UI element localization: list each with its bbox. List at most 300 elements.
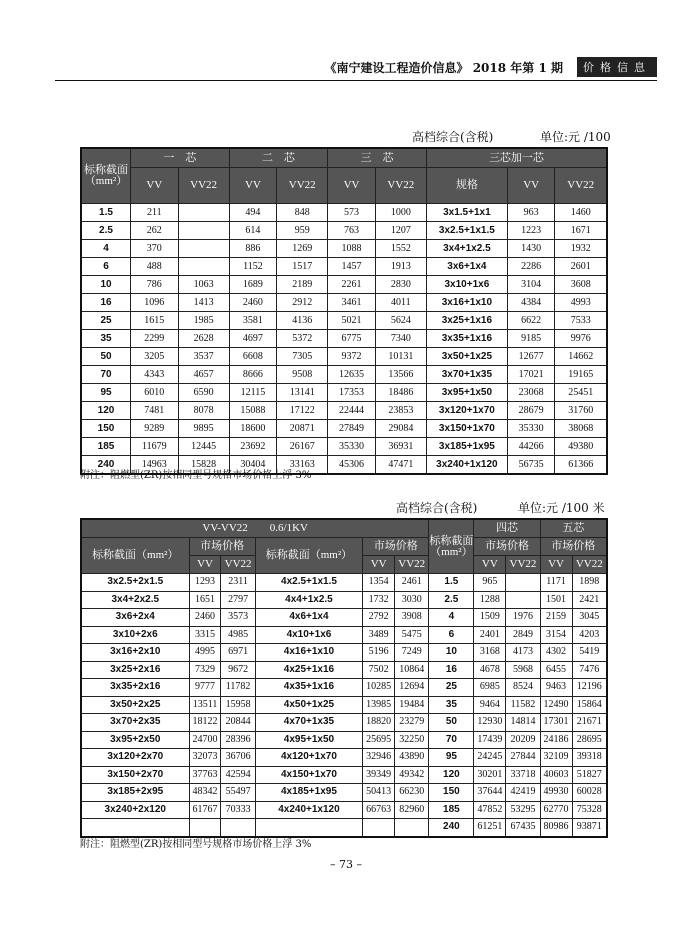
t2-cell: 4x10+1x6 [255, 626, 362, 644]
t2-cell: 32073 [189, 749, 221, 767]
t1-cell: 573 [328, 204, 376, 222]
t1-col-vv: VV [507, 168, 555, 204]
t2-row [81, 749, 607, 767]
t1-row [81, 366, 607, 384]
t2-cell: 50 [429, 714, 474, 732]
t1-cell: 370 [131, 240, 179, 258]
t2-spec-header-a: 标称截面（mm²） [81, 538, 189, 574]
t2-cell: 1501 [540, 591, 572, 609]
table2-note: 附注：阻燃型(ZR)按相同型号规格市场价格上浮 3% [80, 839, 312, 850]
t1-row [81, 330, 607, 348]
t2-cell: 3x185+2x95 [81, 784, 189, 802]
t1-group-2: 二 芯 [229, 148, 328, 168]
t1-cell: 30404 [229, 456, 277, 475]
t2-cell: 42594 [221, 766, 255, 784]
t2-cell: 2421 [572, 591, 607, 609]
t1-cell: 185 [81, 438, 131, 456]
t1-cell: 25451 [555, 384, 607, 402]
t2-cell: 2401 [474, 626, 506, 644]
t1-cell: 12677 [507, 348, 555, 366]
t2-row [81, 819, 607, 837]
t2-cell: 17301 [540, 714, 572, 732]
t2-cell: 120 [429, 766, 474, 784]
t1-cell: 50 [81, 348, 131, 366]
t2-cell: 39349 [363, 766, 395, 784]
t2-spec-header-right: 标称截面（mm²） [429, 519, 474, 574]
t2-cell: 4995 [189, 644, 221, 662]
t1-cell [178, 258, 229, 276]
t1-cell: 3x95+1x50 [426, 384, 507, 402]
t1-cell: 35330 [328, 438, 376, 456]
t2-cell: 66230 [395, 784, 429, 802]
t1-cell: 3x1.5+1x1 [426, 204, 507, 222]
t2-cell: 18820 [363, 714, 395, 732]
t2-row [81, 801, 607, 819]
t1-cell: 33163 [277, 456, 328, 475]
t1-group-1: 一 芯 [131, 148, 230, 168]
t1-row [81, 294, 607, 312]
t1-cell: 25 [81, 312, 131, 330]
t1-cell: 886 [229, 240, 277, 258]
t1-cell: 6608 [229, 348, 277, 366]
table1-note: 附注：阻燃型(ZR)按相同型号规格市场价格上浮 3% [80, 470, 312, 481]
t1-cell: 12445 [178, 438, 229, 456]
t2-cell: 6455 [540, 661, 572, 679]
t2-cell: 42419 [506, 784, 540, 802]
t2-cell: 51827 [572, 766, 607, 784]
t1-cell: 56735 [507, 456, 555, 475]
t1-cell: 47471 [375, 456, 426, 475]
t2-cell: 3x120+2x70 [81, 749, 189, 767]
t1-cell: 6622 [507, 312, 555, 330]
t1-group-4: 三芯加一芯 [426, 148, 607, 168]
t2-cell: 27844 [506, 749, 540, 767]
t2-cell: 14814 [506, 714, 540, 732]
t1-cell: 2286 [507, 258, 555, 276]
t2-cell: 9672 [221, 661, 255, 679]
t1-cell: 1689 [229, 276, 277, 294]
t1-cell: 9976 [555, 330, 607, 348]
t2-cell: 61767 [189, 801, 221, 819]
t2-price-d: 市场价格 [540, 538, 607, 556]
t2-cell: 32946 [363, 749, 395, 767]
t1-row [81, 204, 607, 222]
t2-cell: 66763 [363, 801, 395, 819]
t1-cell: 1430 [507, 240, 555, 258]
price-table-2 [80, 518, 608, 838]
t1-col-vv: VV [229, 168, 277, 204]
t1-cell: 17353 [328, 384, 376, 402]
table1-caption: 高档综合(含税) [412, 130, 494, 144]
t2-cell: 4985 [221, 626, 255, 644]
t1-cell: 959 [277, 222, 328, 240]
t2-cell: 5419 [572, 644, 607, 662]
t1-cell: 12635 [328, 366, 376, 384]
t1-row [81, 240, 607, 258]
t2-cell: 7502 [363, 661, 395, 679]
t2-cell: 3x50+2x25 [81, 696, 189, 714]
t2-row [81, 626, 607, 644]
t1-cell: 1913 [375, 258, 426, 276]
t1-cell: 12115 [229, 384, 277, 402]
t2-col-vv: VV [540, 556, 572, 574]
t2-cell: 150 [429, 784, 474, 802]
t2-col-vv22: VV22 [395, 556, 429, 574]
t2-cell: 12694 [395, 679, 429, 697]
t1-cell: 16 [81, 294, 131, 312]
t1-cell: 6 [81, 258, 131, 276]
t1-cell: 23068 [507, 384, 555, 402]
t1-cell: 494 [229, 204, 277, 222]
t1-row [81, 402, 607, 420]
t2-row [81, 714, 607, 732]
t1-cell: 15088 [229, 402, 277, 420]
t2-cell [395, 819, 429, 837]
t1-cell: 3x2.5+1x1.5 [426, 222, 507, 240]
t2-cell: 12930 [474, 714, 506, 732]
t2-cell: 1288 [474, 591, 506, 609]
t2-cell: 48342 [189, 784, 221, 802]
t1-row [81, 384, 607, 402]
t2-cell: 6971 [221, 644, 255, 662]
t1-col-vv22: VV22 [277, 168, 328, 204]
t2-cell: 2460 [189, 609, 221, 627]
t1-cell: 1985 [178, 312, 229, 330]
t1-cell: 9508 [277, 366, 328, 384]
t1-cell: 4011 [375, 294, 426, 312]
t1-cell: 5372 [277, 330, 328, 348]
t1-cell: 1096 [131, 294, 179, 312]
t2-cell: 11582 [506, 696, 540, 714]
t2-cell: 43890 [395, 749, 429, 767]
t1-cell: 4136 [277, 312, 328, 330]
t2-four-core: 四芯 [474, 519, 540, 538]
t1-cell: 120 [81, 402, 131, 420]
t2-cell: 3x70+2x35 [81, 714, 189, 732]
t2-cell: 55497 [221, 784, 255, 802]
price-table-1 [80, 147, 608, 475]
t2-cell: 8524 [506, 679, 540, 697]
t2-cell: 4x25+1x16 [255, 661, 362, 679]
t1-col-vv22: VV22 [555, 168, 607, 204]
t2-row [81, 766, 607, 784]
t2-cell: 18122 [189, 714, 221, 732]
t2-cell [255, 819, 362, 837]
t1-cell: 1517 [277, 258, 328, 276]
t2-row [81, 696, 607, 714]
t1-cell: 6775 [328, 330, 376, 348]
t2-cell: 4x70+1x35 [255, 714, 362, 732]
t1-cell: 49380 [555, 438, 607, 456]
t1-cell: 28679 [507, 402, 555, 420]
t2-cell: 4x2.5+1x1.5 [255, 574, 362, 592]
t2-cell: 1732 [363, 591, 395, 609]
t1-cell: 3x70+1x35 [426, 366, 507, 384]
t2-cell: 7329 [189, 661, 221, 679]
t2-cell: 49930 [540, 784, 572, 802]
t1-cell: 3x120+1x70 [426, 402, 507, 420]
t1-cell: 20871 [277, 420, 328, 438]
t2-cell: 3489 [363, 626, 395, 644]
t2-cell: 3x6+2x4 [81, 609, 189, 627]
t2-cell: 50413 [363, 784, 395, 802]
t2-cell: 53295 [506, 801, 540, 819]
t2-cell: 23279 [395, 714, 429, 732]
t1-cell: 27849 [328, 420, 376, 438]
t2-cell: 5196 [363, 644, 395, 662]
t2-cell: 1651 [189, 591, 221, 609]
t2-cell: 19484 [395, 696, 429, 714]
t2-row [81, 574, 607, 592]
t2-cell: 37763 [189, 766, 221, 784]
t2-cell: 9463 [540, 679, 572, 697]
t1-cell: 848 [277, 204, 328, 222]
t1-cell: 3x10+1x6 [426, 276, 507, 294]
t1-cell: 6010 [131, 384, 179, 402]
t1-cell: 1063 [178, 276, 229, 294]
t2-cell: 2.5 [429, 591, 474, 609]
t2-cell: 1509 [474, 609, 506, 627]
t1-cell: 2601 [555, 258, 607, 276]
t2-cell: 75328 [572, 801, 607, 819]
t2-col-vv: VV [189, 556, 221, 574]
t2-cell: 3x150+2x70 [81, 766, 189, 784]
t1-cell: 3537 [178, 348, 229, 366]
page-header [55, 56, 657, 78]
t2-cell: 4302 [540, 644, 572, 662]
t1-cell: 4993 [555, 294, 607, 312]
t2-cell: 95 [429, 749, 474, 767]
t1-cell: 19165 [555, 366, 607, 384]
t1-row [81, 312, 607, 330]
t2-spec-header-b: 标称截面（mm²） [255, 538, 362, 574]
t1-cell: 1223 [507, 222, 555, 240]
t2-main-title: VV-VV22 0.6/1KV [81, 519, 429, 538]
t2-col-vv: VV [363, 556, 395, 574]
t2-cell: 4 [429, 609, 474, 627]
t1-cell: 22444 [328, 402, 376, 420]
t1-cell: 1000 [375, 204, 426, 222]
t1-cell: 18600 [229, 420, 277, 438]
t1-cell: 1.5 [81, 204, 131, 222]
t2-price-a: 市场价格 [189, 538, 255, 556]
t2-cell: 4x95+1x50 [255, 731, 362, 749]
t2-cell: 28695 [572, 731, 607, 749]
t1-cell: 1152 [229, 258, 277, 276]
t1-cell: 4697 [229, 330, 277, 348]
t1-cell: 240 [81, 456, 131, 475]
t2-cell: 6 [429, 626, 474, 644]
t1-cell: 26167 [277, 438, 328, 456]
t2-cell: 4x240+1x120 [255, 801, 362, 819]
t1-cell: 5021 [328, 312, 376, 330]
t1-cell: 211 [131, 204, 179, 222]
t2-cell: 3045 [572, 609, 607, 627]
t2-cell: 4x50+1x25 [255, 696, 362, 714]
t1-cell: 44266 [507, 438, 555, 456]
t1-cell: 3104 [507, 276, 555, 294]
t2-cell: 32109 [540, 749, 572, 767]
t2-cell: 2311 [221, 574, 255, 592]
t1-cell: 3x185+1x95 [426, 438, 507, 456]
t2-row [81, 609, 607, 627]
t2-five-core: 五芯 [540, 519, 607, 538]
t1-cell: 1088 [328, 240, 376, 258]
t2-cell [363, 819, 395, 837]
t1-cell: 6590 [178, 384, 229, 402]
t2-cell [506, 591, 540, 609]
t2-cell: 3315 [189, 626, 221, 644]
t2-cell: 60028 [572, 784, 607, 802]
t1-cell: 3x240+1x120 [426, 456, 507, 475]
t1-cell: 3581 [229, 312, 277, 330]
t2-cell: 2159 [540, 609, 572, 627]
t2-cell: 2792 [363, 609, 395, 627]
table1-unit: 单位:元 /100 [540, 130, 611, 144]
t2-cell: 1.5 [429, 574, 474, 592]
t1-cell: 31760 [555, 402, 607, 420]
t2-cell: 36706 [221, 749, 255, 767]
t2-cell: 9464 [474, 696, 506, 714]
t2-cell: 11782 [221, 679, 255, 697]
t1-cell: 1460 [555, 204, 607, 222]
t2-cell: 82960 [395, 801, 429, 819]
t2-cell: 3x4+2x2.5 [81, 591, 189, 609]
t1-cell: 786 [131, 276, 179, 294]
t1-cell: 29084 [375, 420, 426, 438]
t1-cell: 45306 [328, 456, 376, 475]
t2-cell: 13511 [189, 696, 221, 714]
t1-cell: 2912 [277, 294, 328, 312]
t2-cell: 5475 [395, 626, 429, 644]
t2-col-vv: VV [474, 556, 506, 574]
t1-cell: 95 [81, 384, 131, 402]
t1-cell: 36931 [375, 438, 426, 456]
t1-cell: 150 [81, 420, 131, 438]
t2-col-vv22: VV22 [221, 556, 255, 574]
t1-spec-header: 标称截面（mm²） [81, 148, 131, 204]
t2-cell: 24245 [474, 749, 506, 767]
t1-cell [178, 204, 229, 222]
t2-cell: 185 [429, 801, 474, 819]
t1-row [81, 420, 607, 438]
t1-cell: 4343 [131, 366, 179, 384]
t1-cell: 8666 [229, 366, 277, 384]
t1-cell: 7340 [375, 330, 426, 348]
t2-cell: 17439 [474, 731, 506, 749]
t2-cell: 93871 [572, 819, 607, 837]
t1-cell: 14963 [131, 456, 179, 475]
t1-cell: 70 [81, 366, 131, 384]
t1-cell: 2299 [131, 330, 179, 348]
t2-cell: 4678 [474, 661, 506, 679]
t2-cell: 2849 [506, 626, 540, 644]
t2-cell: 24186 [540, 731, 572, 749]
t1-cell: 7533 [555, 312, 607, 330]
t2-cell: 15864 [572, 696, 607, 714]
t1-group-3: 三 芯 [328, 148, 427, 168]
t2-cell: 4x6+1x4 [255, 609, 362, 627]
t2-cell: 3x2.5+2x1.5 [81, 574, 189, 592]
t1-col-vv22: VV22 [178, 168, 229, 204]
t1-cell: 4657 [178, 366, 229, 384]
t2-cell: 10864 [395, 661, 429, 679]
t1-cell: 3x50+1x25 [426, 348, 507, 366]
t1-col-vv: VV [328, 168, 376, 204]
t2-cell: 62770 [540, 801, 572, 819]
t1-cell: 4384 [507, 294, 555, 312]
publication-title: 《南宁建设工程造价信息》 2018 年第 1 期 [324, 60, 563, 75]
t2-cell: 47852 [474, 801, 506, 819]
t1-cell: 8078 [178, 402, 229, 420]
t2-cell: 80986 [540, 819, 572, 837]
t2-cell: 2797 [221, 591, 255, 609]
t2-row [81, 661, 607, 679]
t2-cell: 16 [429, 661, 474, 679]
t2-cell: 3168 [474, 644, 506, 662]
t1-cell: 10131 [375, 348, 426, 366]
t1-cell: 3x16+1x10 [426, 294, 507, 312]
t2-row [81, 679, 607, 697]
t1-cell [178, 240, 229, 258]
t1-cell: 1932 [555, 240, 607, 258]
t2-row [81, 731, 607, 749]
t1-col-vv: VV [131, 168, 179, 204]
t2-cell: 4x4+1x2.5 [255, 591, 362, 609]
t2-cell: 3030 [395, 591, 429, 609]
t2-price-b: 市场价格 [363, 538, 429, 556]
t2-cell: 35 [429, 696, 474, 714]
t1-cell: 9372 [328, 348, 376, 366]
t2-row [81, 784, 607, 802]
t1-cell: 1269 [277, 240, 328, 258]
t2-cell: 1898 [572, 574, 607, 592]
t2-cell: 13985 [363, 696, 395, 714]
t2-cell: 7476 [572, 661, 607, 679]
t2-cell: 33718 [506, 766, 540, 784]
t1-col-spec: 规格 [426, 168, 507, 204]
t2-cell: 2461 [395, 574, 429, 592]
t2-cell: 24700 [189, 731, 221, 749]
t1-cell: 14662 [555, 348, 607, 366]
t1-col-vv22: VV22 [375, 168, 426, 204]
t2-row [81, 591, 607, 609]
table2-caption: 高档综合(含税) [396, 501, 478, 515]
t1-row [81, 276, 607, 294]
t1-cell: 23692 [229, 438, 277, 456]
t2-cell: 67435 [506, 819, 540, 837]
t1-cell: 2628 [178, 330, 229, 348]
t1-cell: 1207 [375, 222, 426, 240]
t1-cell: 4 [81, 240, 131, 258]
t2-cell: 49342 [395, 766, 429, 784]
t2-cell: 30201 [474, 766, 506, 784]
t1-cell: 3x150+1x70 [426, 420, 507, 438]
t1-cell: 3205 [131, 348, 179, 366]
t2-cell: 4x150+1x70 [255, 766, 362, 784]
t2-price-c: 市场价格 [474, 538, 540, 556]
t2-row [81, 644, 607, 662]
t1-cell: 3461 [328, 294, 376, 312]
t1-cell: 3608 [555, 276, 607, 294]
t2-cell: 4x16+1x10 [255, 644, 362, 662]
t2-cell: 3908 [395, 609, 429, 627]
t2-cell: 7249 [395, 644, 429, 662]
t2-cell: 37644 [474, 784, 506, 802]
t2-cell: 3x240+2x120 [81, 801, 189, 819]
t1-cell: 963 [507, 204, 555, 222]
t2-cell: 4x185+1x95 [255, 784, 362, 802]
